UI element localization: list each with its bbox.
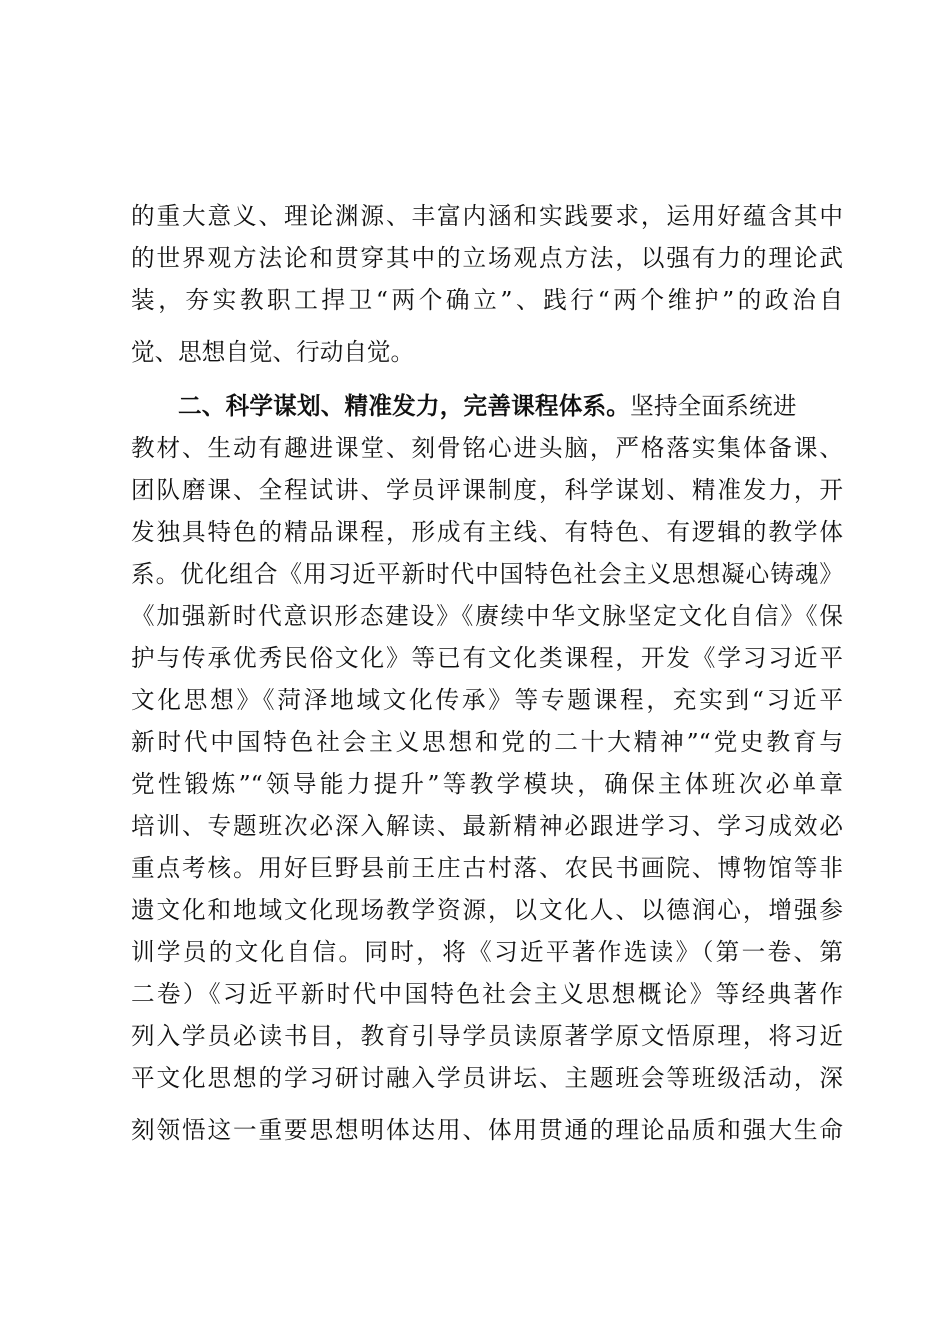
text-line: 列入学员必读书目，教育引导学员读原著学原文悟原理，将习近	[131, 1022, 843, 1050]
text-line: 装，夯实教职工捍卫“两个确立”、践行“两个维护”的政治自	[131, 286, 843, 314]
text-line: 系。优化组合《用习近平新时代中国特色社会主义思想凝心铸魂》	[131, 560, 843, 588]
text-line: 团队磨课、全程试讲、学员评课制度，科学谋划、精准发力，开	[131, 476, 843, 504]
text-line: 发独具特色的精品课程，形成有主线、有特色、有逻辑的教学体	[131, 518, 843, 546]
text-line: 遗文化和地域文化现场教学资源，以文化人、以德润心，增强参	[131, 896, 843, 924]
document-body	[131, 195, 843, 1151]
text-line: 重点考核。用好巨野县前王庄古村落、农民书画院、博物馆等非	[131, 854, 843, 882]
text-line: 培训、专题班次必深入解读、最新精神必跟进学习、学习成效必	[131, 812, 843, 840]
text-line: 教材、生动有趣进课堂、刻骨铭心进头脑，严格落实集体备课、	[131, 434, 843, 462]
heading-continuation: 坚持全面系统进	[630, 392, 797, 420]
paragraph-1	[131, 195, 843, 373]
text-line: 训学员的文化自信。同时，将《习近平著作选读》（第一卷、第	[131, 938, 843, 966]
text-line: 党性锻炼”“领导能力提升”等教学模块，确保主体班次必单章	[131, 770, 843, 798]
text-line: 的重大意义、理论渊源、丰富内涵和实践要求，运用好蕴含其中	[131, 202, 843, 230]
text-line: 《加强新时代意识形态建设》《赓续中华文脉坚定文化自信》《保	[131, 602, 843, 630]
text-line: 觉、思想自觉、行动自觉。	[131, 338, 415, 366]
text-line: 护与传承优秀民俗文化》等已有文化类课程，开发《学习习近平	[131, 644, 843, 672]
text-line: 刻领悟这一重要思想明体达用、体用贯通的理论品质和强大生命	[131, 1116, 843, 1144]
text-line: 二卷）《习近平新时代中国特色社会主义思想概论》等经典著作	[131, 980, 843, 1008]
section-heading: 二、科学谋划、精准发力，完善课程体系。	[178, 392, 631, 420]
text-line: 平文化思想的学习研讨融入学员讲坛、主题班会等班级活动，深	[131, 1064, 843, 1092]
text-line: 文化思想》《菏泽地域文化传承》等专题课程，充实到“习近平	[131, 686, 843, 714]
text-line: 新时代中国特色社会主义思想和党的二十大精神”“党史教育与	[131, 728, 843, 756]
paragraph-2	[131, 385, 843, 1151]
text-line: 的世界观方法论和贯穿其中的立场观点方法，以强有力的理论武	[131, 244, 843, 272]
paragraph-gap	[131, 373, 843, 385]
text-line	[131, 385, 843, 427]
